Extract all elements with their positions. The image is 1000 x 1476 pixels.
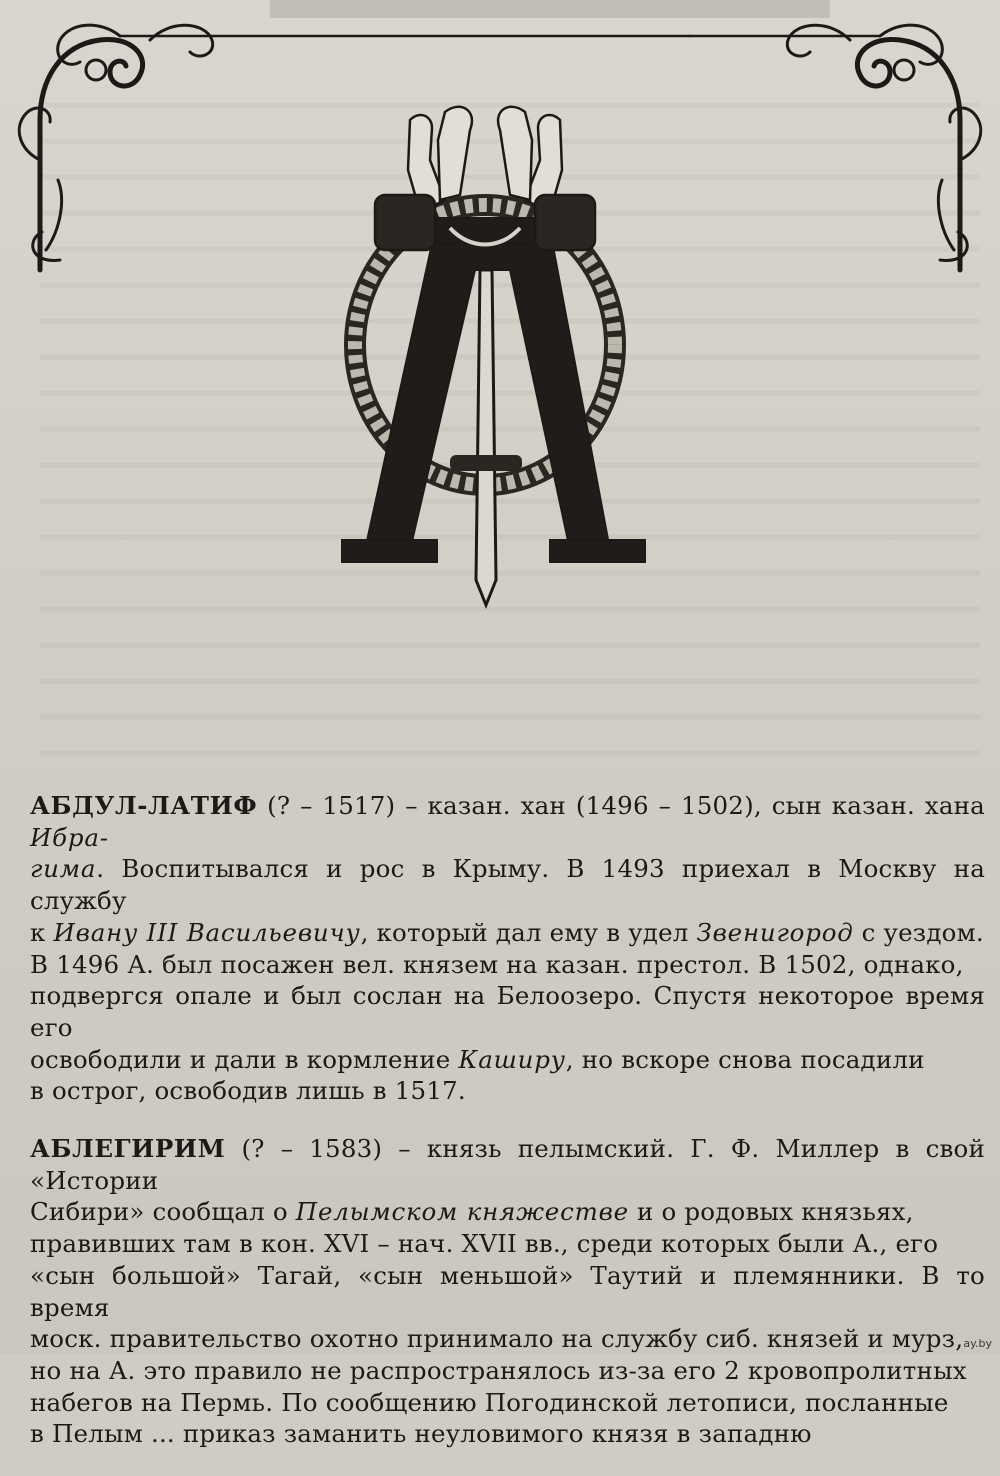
italic-reference: Пелымском княжестве	[295, 1197, 629, 1227]
entry-text: но на А. это правило не распространялось из-за его 2 кровопролитных	[30, 1355, 967, 1385]
entry-headword: АБДУЛ-ЛАТИФ	[30, 791, 258, 820]
entry-text: набегов на Пермь. По сообщению Погодинской летописи, посланные	[30, 1387, 949, 1417]
italic-reference: Ибра-	[30, 822, 109, 852]
entry-text: правивших там в кон. XVI – нач. XVII вв., среди которых были А., его	[30, 1229, 939, 1259]
watermark: ay.by	[963, 1337, 992, 1350]
entry-text: подвергся опале и был сослан на Белоозеро. Спустя некоторое время его	[30, 981, 985, 1042]
italic-reference: Ивану III Васильевичу	[53, 917, 361, 947]
entry-text: Сибири» сообщал о	[30, 1197, 296, 1227]
entry-headword: АБЛЕГИРИМ	[30, 1134, 226, 1164]
dictionary-text	[30, 790, 985, 1476]
entry-text: моск. правительство охотно принимало на службу сиб. князей и мурз,	[30, 1324, 964, 1354]
entry-text: «сын большой» Тагай, «сын меньшой» Таутий и племянники. В то время	[30, 1260, 985, 1322]
italic-reference: Звенигород	[696, 917, 854, 947]
entry-text: в острог, освободив лишь в 1517.	[30, 1076, 466, 1106]
entry-0	[30, 790, 985, 1107]
entry-text: с уездом.	[853, 917, 984, 947]
entry-text: в Пелым ... приказ заманить неуловимого князя в западню	[30, 1419, 812, 1449]
entry-text: (? – 1517) – казан. хан (1496 – 1502), сын казан. хана	[257, 791, 985, 820]
entry-text: (? – 1583) – князь пелымский. Г. Ф. Миллер в свой «Истории	[30, 1134, 985, 1195]
entry-text: , но вскоре снова посадили	[565, 1044, 925, 1074]
italic-reference: Каширу	[458, 1044, 566, 1074]
entry-text: освободили и дали в кормление	[30, 1044, 459, 1074]
entry-text: В 1496 А. был посажен вел. князем на казан. престол. В 1502, однако,	[30, 949, 964, 979]
entry-1	[30, 1133, 985, 1450]
italic-reference: гима	[30, 854, 97, 884]
entry-text: , который дал ему в удел	[360, 917, 697, 947]
initial-letter-A	[320, 100, 650, 630]
entry-text: и о родовых князьях,	[628, 1197, 914, 1227]
entry-text: к	[30, 917, 54, 947]
entry-text: . Воспитывался и рос в Крыму. В 1493 приехал в Москву на службу	[30, 854, 985, 916]
